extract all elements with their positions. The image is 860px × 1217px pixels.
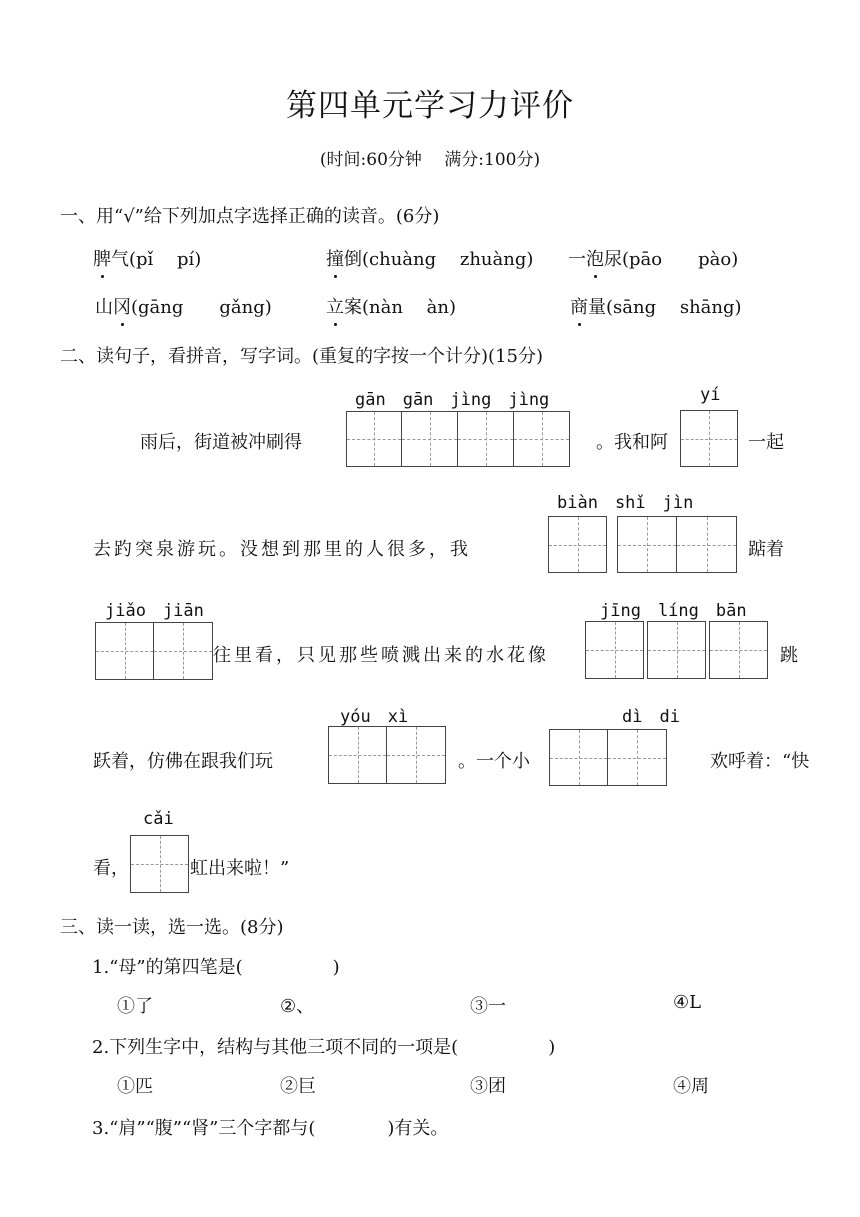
- question-3: 3.“肩”“腹”“肾”三个字都与( )有关。: [92, 1118, 449, 1139]
- pinyin-yi: yí: [700, 385, 721, 405]
- char-box[interactable]: [608, 729, 667, 786]
- pinyin-didi: dì di: [622, 707, 680, 727]
- pinyin-choice-5: 立案(nàn àn): [326, 293, 456, 319]
- char-box[interactable]: [387, 726, 446, 784]
- pinyin-bianshijin: biàn shǐ jìn: [557, 493, 694, 513]
- pinyin-choice-1: 脾气(pǐ pí): [93, 245, 201, 271]
- pinyin-choice-3: 一泡尿(pāo pào): [568, 245, 738, 271]
- answer-boxes-2[interactable]: [680, 410, 738, 467]
- question-1: 1.“母”的第四笔是( ): [92, 957, 340, 978]
- sentence-text-8: 跃着，仿佛在跟我们玩: [93, 751, 273, 772]
- answer-boxes-7[interactable]: [328, 726, 446, 784]
- char-box[interactable]: [647, 621, 706, 679]
- sentence-text-4: 去趵突泉游玩。没想到那里的人很多，我: [93, 539, 471, 560]
- q1-option-2[interactable]: ②、: [280, 996, 315, 1017]
- answer-boxes-4[interactable]: [617, 516, 737, 573]
- char-box[interactable]: [514, 411, 570, 467]
- answer-boxes-3[interactable]: [548, 516, 607, 573]
- q1-option-4[interactable]: ④L: [673, 992, 702, 1013]
- page-title: 第四单元学习力评价: [286, 88, 574, 124]
- char-box[interactable]: [402, 411, 458, 467]
- char-box[interactable]: [549, 729, 608, 786]
- answer-boxes-8[interactable]: [549, 729, 667, 786]
- char-box[interactable]: [328, 726, 387, 784]
- pinyin-choice-6: 商量(sāng shāng): [570, 293, 742, 319]
- pinyin-youxi: yóu xì: [340, 707, 409, 727]
- q1-option-3[interactable]: ③一: [470, 996, 506, 1017]
- answer-boxes-6[interactable]: [585, 621, 768, 679]
- pinyin-choice-2: 撞倒(chuàng zhuàng): [326, 245, 533, 271]
- char-box[interactable]: [585, 621, 644, 679]
- char-box[interactable]: [130, 835, 189, 893]
- sentence-text-5: 踮着: [748, 539, 784, 560]
- pinyin-jiaojian: jiǎo jiān: [105, 601, 204, 621]
- char-box[interactable]: [677, 516, 737, 573]
- sentence-text-11: 看，: [93, 858, 129, 879]
- sentence-text-7: 跳: [780, 645, 798, 666]
- pinyin-jinglingban: jīng líng bān: [600, 601, 747, 621]
- section-2-heading: 二、读句子，看拼音，写字词。(重复的字按一个计分)(15分): [60, 346, 543, 367]
- sentence-text-2: 。我和阿: [596, 432, 668, 453]
- pinyin-ganganjingjing: gān gān jìng jìng: [355, 390, 550, 410]
- char-box[interactable]: [548, 516, 607, 573]
- char-box[interactable]: [95, 622, 154, 680]
- section-3-heading: 三、读一读，选一选。(8分): [60, 917, 284, 938]
- answer-boxes-9[interactable]: [130, 835, 189, 893]
- sentence-text-10: 欢呼着：“快: [710, 751, 810, 772]
- sentence-text-3: 一起: [748, 432, 784, 453]
- char-box[interactable]: [458, 411, 514, 467]
- char-box[interactable]: [346, 411, 402, 467]
- char-box[interactable]: [154, 622, 213, 680]
- section-1-heading: 一、用“√”给下列加点字选择正确的读音。(6分): [60, 206, 440, 227]
- sentence-text-1: 雨后，街道被冲刷得: [140, 432, 302, 453]
- char-box[interactable]: [617, 516, 677, 573]
- sentence-text-6: 往里看，只见那些喷溅出来的水花像: [213, 645, 549, 666]
- q2-option-4[interactable]: ④周: [673, 1076, 709, 1097]
- pinyin-cai: cǎi: [143, 809, 174, 829]
- char-box[interactable]: [680, 410, 738, 467]
- sentence-text-12: 虹出来啦！”: [190, 858, 290, 879]
- answer-boxes-5[interactable]: [95, 622, 213, 680]
- question-2: 2.下列生字中，结构与其他三项不同的一项是( ): [92, 1037, 556, 1058]
- sentence-text-9: 。一个小: [458, 751, 530, 772]
- q1-option-1[interactable]: ①了: [117, 996, 153, 1017]
- char-box[interactable]: [709, 621, 768, 679]
- q2-option-2[interactable]: ②巨: [280, 1076, 316, 1097]
- answer-boxes-1[interactable]: [346, 411, 570, 467]
- pinyin-choice-4: 山冈(gāng gǎng): [95, 293, 272, 319]
- q2-option-1[interactable]: ①匹: [117, 1076, 153, 1097]
- q2-option-3[interactable]: ③团: [470, 1076, 506, 1097]
- exam-info: (时间:60分钟 满分:100分): [319, 150, 541, 170]
